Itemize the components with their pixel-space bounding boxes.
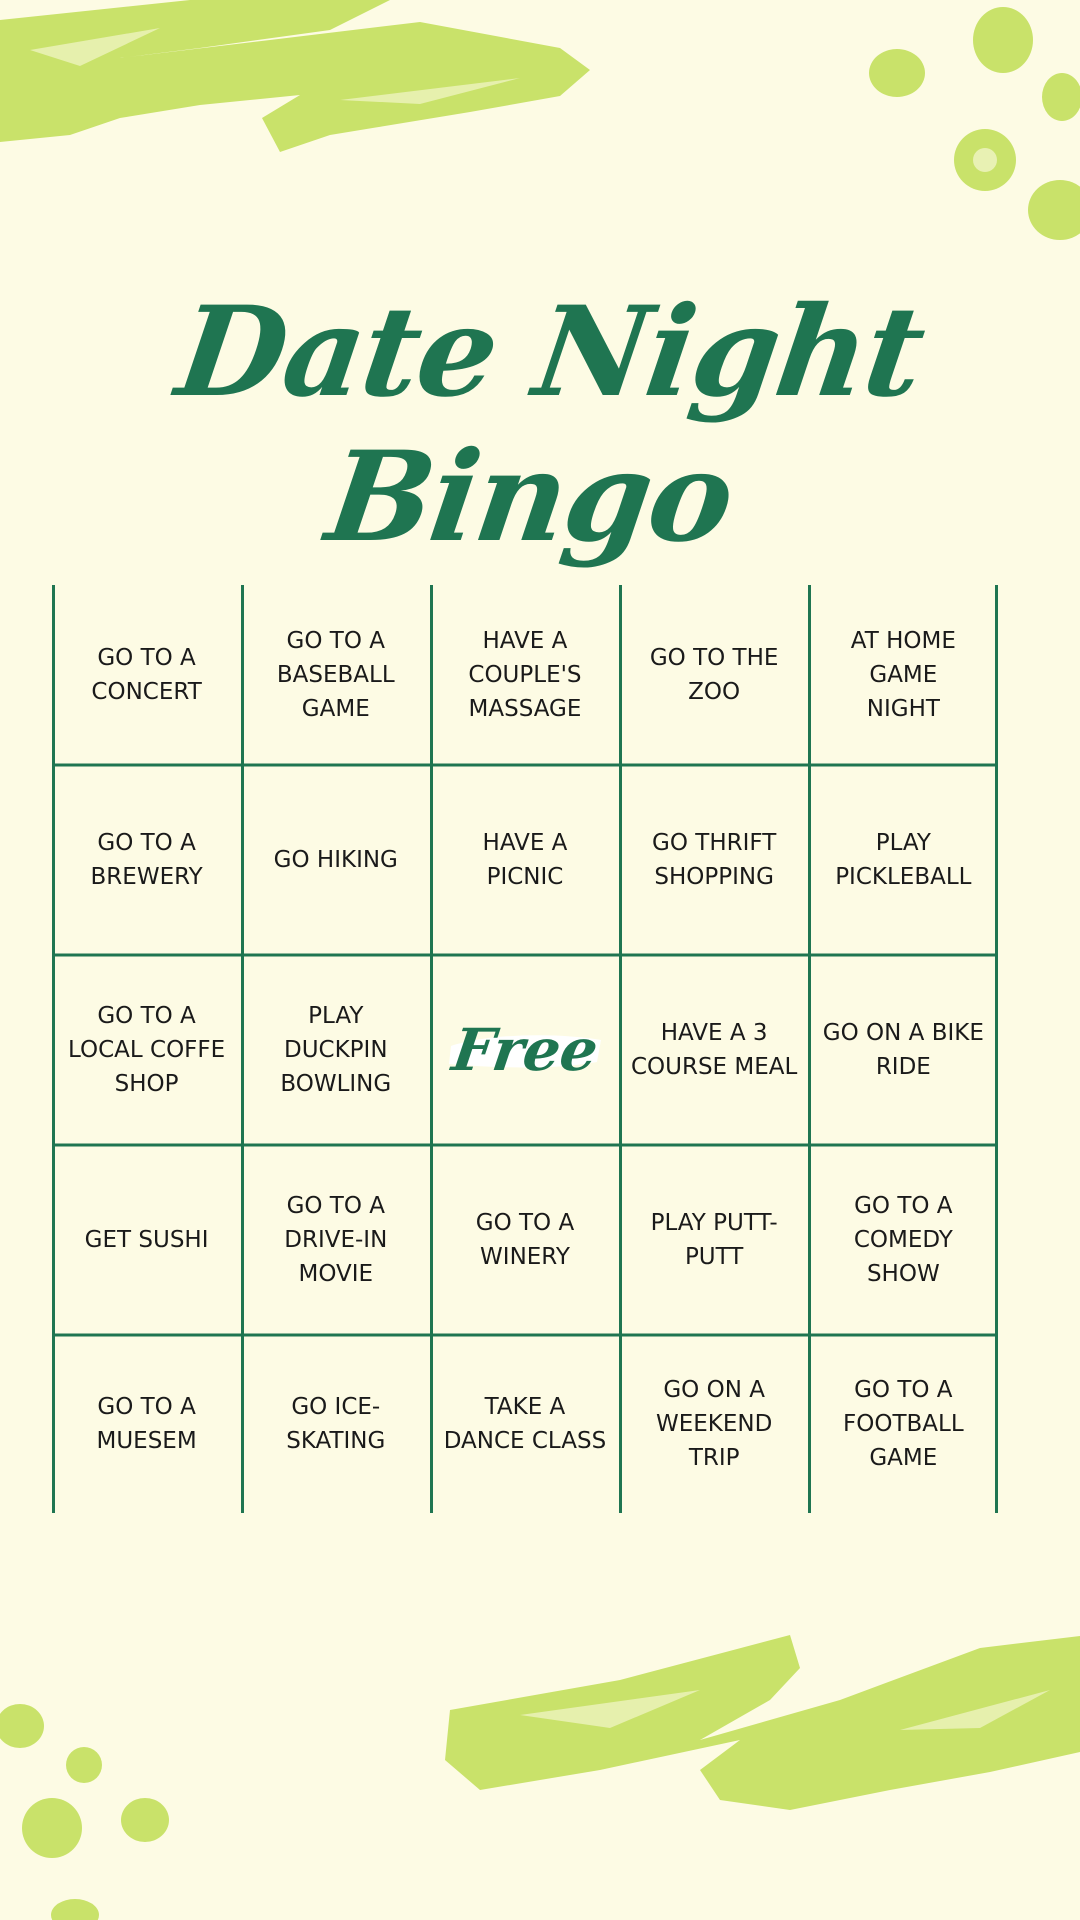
dot <box>66 1747 102 1783</box>
bingo-cell-weekend-trip[interactable]: GO ON A WEEKEND TRIP <box>655 1377 773 1471</box>
bingo-cells <box>52 585 998 1513</box>
bingo-cell-dance-class[interactable]: TAKE A DANCE CLASS <box>443 1394 607 1454</box>
bingo-cell-museum[interactable]: GO TO A MUESEM <box>96 1394 197 1454</box>
bingo-cell-ice-skating[interactable]: GO ICE- SKATING <box>286 1394 386 1454</box>
bingo-cell-coffee-shop[interactable]: GO TO A LOCAL COFFE SHOP <box>68 1003 226 1097</box>
bingo-cell-concert[interactable]: GO TO A CONCERT <box>91 645 202 705</box>
bingo-cell-duckpin[interactable]: PLAY DUCKPIN BOWLING <box>280 1003 392 1097</box>
bingo-cell-baseball[interactable]: GO TO A BASEBALL GAME <box>276 628 395 722</box>
dot <box>22 1798 82 1858</box>
bingo-cell-comedy[interactable]: GO TO A COMEDY SHOW <box>853 1193 953 1287</box>
bingo-cell-putt-putt[interactable]: PLAY PUTT- PUTT <box>650 1210 778 1270</box>
brush-stroke-top <box>0 0 590 152</box>
bingo-board <box>52 585 998 1513</box>
bingo-cell-hiking[interactable]: GO HIKING <box>273 847 398 873</box>
bingo-cell-sushi[interactable]: GET SUSHI <box>84 1227 209 1253</box>
dot <box>0 1704 44 1748</box>
bingo-cell-picnic[interactable]: HAVE A PICNIC <box>482 830 568 890</box>
brush-stroke-bottom <box>445 1635 1080 1810</box>
dot <box>869 49 925 97</box>
bingo-cell-free[interactable] <box>430 955 619 1145</box>
dot <box>954 129 1016 191</box>
bingo-cell-winery[interactable]: GO TO A WINERY <box>475 1210 575 1270</box>
bingo-cell-bike-ride[interactable]: GO ON A BIKE RIDE <box>822 1020 984 1080</box>
free-space <box>438 955 611 1145</box>
bingo-cell-game-night[interactable]: AT HOME GAME NIGHT <box>850 628 956 722</box>
page-title: Date Night Bingo <box>169 280 932 570</box>
bingo-cell-massage[interactable]: HAVE A COUPLE'S MASSAGE <box>468 628 582 722</box>
bingo-cell-brewery[interactable]: GO TO A BREWERY <box>90 830 203 890</box>
bingo-cell-zoo[interactable]: GO TO THE ZOO <box>649 645 779 705</box>
bingo-cell-football[interactable]: GO TO A FOOTBALL GAME <box>843 1377 964 1471</box>
dot <box>1028 180 1080 240</box>
free-label: Free <box>447 1016 603 1084</box>
dot <box>973 7 1033 73</box>
bingo-cell-drive-in[interactable]: GO TO A DRIVE-IN MOVIE <box>284 1193 388 1287</box>
dot <box>1042 73 1080 121</box>
dot <box>121 1798 169 1842</box>
dot <box>51 1899 99 1920</box>
bingo-cell-thrift[interactable]: GO THRIFT SHOPPING <box>652 830 777 890</box>
bingo-cell-course-meal[interactable]: HAVE A 3 COURSE MEAL <box>630 1020 798 1080</box>
bingo-cell-pickleball[interactable]: PLAY PICKLEBALL <box>835 830 972 890</box>
